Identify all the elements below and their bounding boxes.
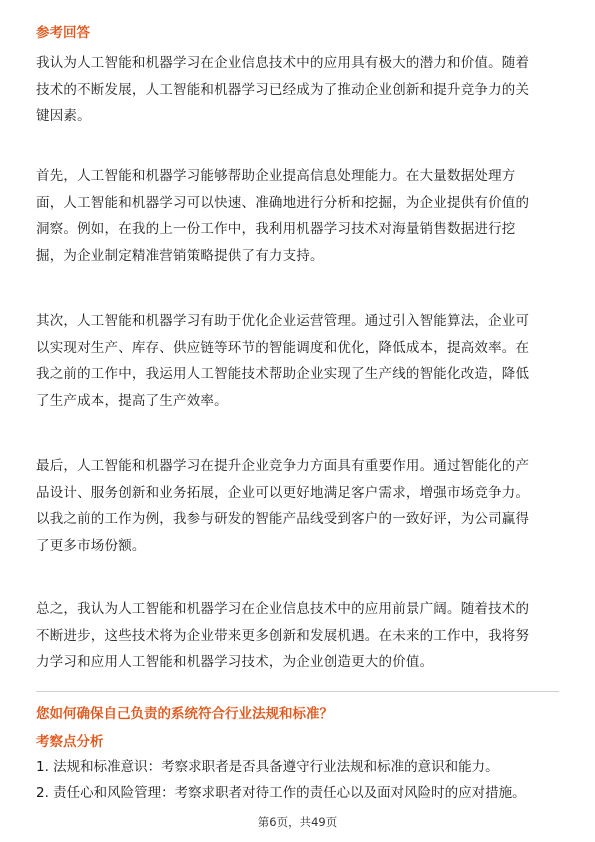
paragraph-line: 掘，为企业制定精准营销策略提供了有力支持。 [36,247,324,264]
question-heading: 您如何确保自己负责的系统符合行业法规和标准？ [36,706,333,722]
paragraph-line: 面，人工智能和机器学习可以快速、准确地进行分析和挖掘，为企业提供有价值的 [36,194,530,211]
paragraph-line: 我认为人工智能和机器学习在企业信息技术中的应用具有极大的潜力和价值。随着 [36,55,530,71]
paragraph-line: 我之前的工作中，我运用人工智能技术帮助企业实现了生产线的智能化改造，降低 [36,366,530,382]
list-item: 1. 法规和标准意识：考察求职者是否具备遵守行业法规和标准的意识和能力。 [36,759,499,775]
paragraph-2 [36,163,566,269]
paragraph-line: 键因素。 [36,108,91,124]
paragraph-line: 以我之前的工作为例，我参与研发的智能产品线受到客户的一致好评，为公司赢得 [36,511,530,527]
paragraph-line: 品设计、服务创新和业务拓展，企业可以更好地满足客户需求，增强市场竞争力。 [36,484,530,501]
paragraph-line: 了生产成本，提高了生产效率。 [36,392,228,409]
paragraph-4 [36,453,566,559]
list-item: 2. 责任心和风险管理：考察求职者对待工作的责任心以及面对风险时的应对措施。 [36,785,526,801]
analysis-list [36,754,566,806]
section-divider [36,691,559,692]
paragraph-line: 最后，人工智能和机器学习在提升企业竞争力方面具有重要作用。通过智能化的产 [36,458,530,474]
paragraph-line: 其次，人工智能和机器学习有助于优化企业运营管理。通过引入智能算法，企业可 [36,313,530,329]
analysis-heading: 考察点分析 [36,734,104,750]
answer-heading: 参考回答 [36,25,90,41]
paragraph-line: 了更多市场份额。 [36,537,146,554]
paragraph-line: 以实现对生产、库存、供应链等环节的智能调度和优化，降低成本，提高效率。在 [36,339,530,356]
paragraph-line: 首先，人工智能和机器学习能够帮助企业提高信息处理能力。在大量数据处理方 [36,168,516,184]
paragraph-3 [36,308,566,414]
paragraph-line: 力学习和应用人工智能和机器学习技术，为企业创造更大的价值。 [36,654,434,670]
paragraph-line: 不断进步，这些技术将为企业带来更多创新和发展机遇。在未来的工作中，我将努 [36,627,530,644]
paragraph-line: 洞察。例如，在我的上一份工作中，我利用机器学习技术对海量销售数据进行挖 [36,221,516,237]
page-footer: 第6页，共49页 [257,815,338,829]
paragraph-line: 总之，我认为人工智能和机器学习在企业信息技术中的应用前景广阔。随着技术的 [36,601,530,617]
paragraph-line: 技术的不断发展，人工智能和机器学习已经成为了推动企业创新和提升竞争力的关 [36,81,530,98]
paragraph-5 [36,596,566,676]
paragraph-1 [36,50,566,130]
